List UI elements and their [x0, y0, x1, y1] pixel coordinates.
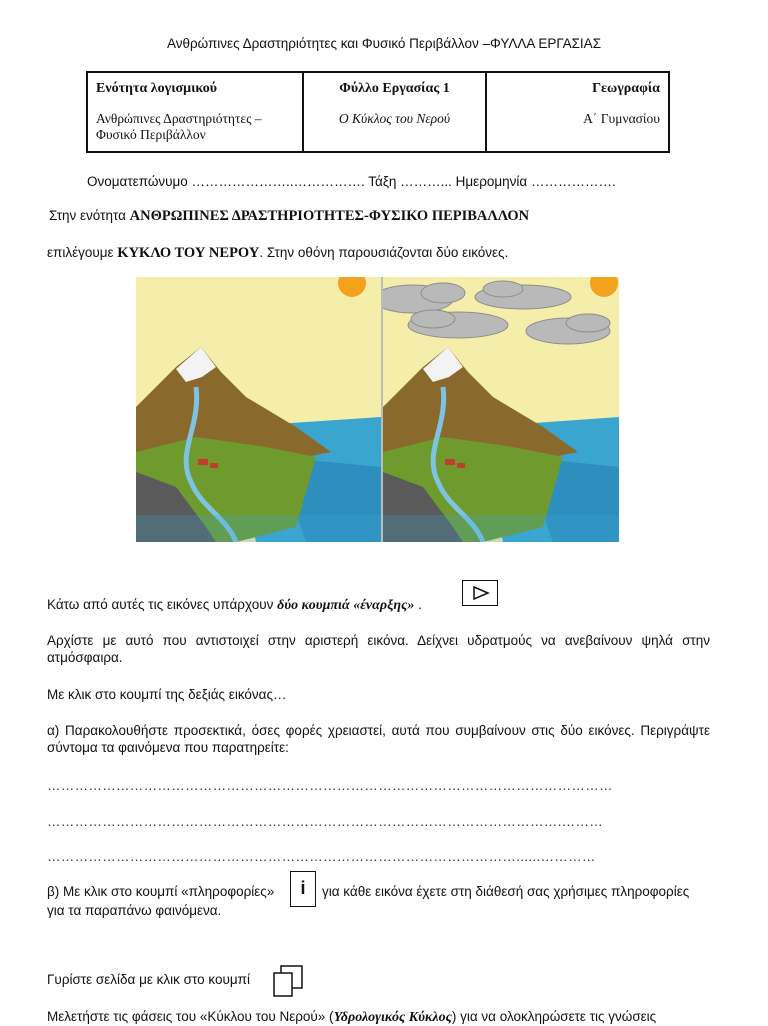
start-buttons-label: δύο κουμπιά «έναρξης» — [277, 598, 415, 613]
intro-line-1-text: Στην ενότητα — [49, 208, 130, 223]
header-subject: Γεωγραφία — [592, 81, 660, 96]
value-worksheet: Ο Κύκλος του Νερού — [338, 111, 451, 126]
buttons-line — [47, 596, 422, 614]
hydrological-cycle-label: Υδρολογικός Κύκλος — [333, 1010, 452, 1025]
info-table — [86, 71, 670, 153]
header-worksheet: Φύλλο Εργασίας 1 — [339, 81, 450, 96]
paragraph-turn-page: Γυρίστε σελίδα με κλικ στο κουμπί — [47, 972, 250, 987]
intro-line-2-pre: επιλέγουμε — [47, 245, 118, 260]
sun-icon — [588, 277, 619, 299]
value-software-unit-line2: Φυσικό Περιβάλλον — [96, 127, 206, 142]
buttons-line-pre: Κάτω από αυτές τις εικόνες υπάρχουν — [47, 597, 278, 612]
right-scene-image — [383, 277, 619, 542]
paragraph-b-start: β) Με κλικ στο κουμπί «πληροφορίες» — [47, 884, 275, 899]
value-class: Α΄ Γυμνασίου — [583, 111, 660, 126]
intro-line-2 — [47, 244, 508, 262]
intro-line-2-post: . Στην οθόνη παρουσιάζονται δύο εικόνες. — [259, 245, 509, 260]
cloud-icon — [383, 277, 619, 357]
paragraph-start: Αρχίστε με αυτό που αντιστοιχεί στην αριστερή εικόνα. Δείχνει υδρατμούς να ανεβαίνουν ψηλά στην ατμόσφαιρα. — [47, 633, 710, 665]
student-info-line: Ονοματεπώνυμο …………………..……………. Τάξη ………... Ημερομηνία ………………. — [87, 174, 616, 189]
answer-line-3: …………………………………………………………………………………………......………… — [47, 849, 596, 864]
paragraph-study — [47, 1008, 656, 1026]
cell-worksheet — [303, 72, 486, 152]
cell-subject — [486, 72, 669, 152]
paragraph-b-line2: για τα παραπάνω φαινόμενα. — [47, 903, 222, 918]
paragraph-b-post: για κάθε εικόνα έχετε στη διάθεσή σας χρήσιμες πληροφορίες — [322, 884, 690, 899]
page-turn-icon[interactable] — [272, 964, 304, 998]
header-software-unit: Ενότητα λογισμικού — [96, 81, 218, 96]
sun-icon — [336, 277, 372, 299]
paragraph-study-post: ) για να ολοκληρώσετε τις γνώσεις — [451, 1009, 657, 1024]
value-software-unit — [96, 111, 294, 143]
paragraph-b-line1 — [322, 883, 712, 900]
answer-line-2: ………………………………………………………………………………………………….……… — [47, 814, 604, 829]
info-icon: i — [300, 878, 306, 898]
document-title: Ανθρώπινες Δραστηριότητες και Φυσικό Περιβάλλον –ΦΥΛΛΑ ΕΡΓΑΣΙΑΣ — [166, 36, 602, 51]
paragraph-a: α) Παρακολουθήστε προσεκτικά, όσες φορές χρειαστεί, αυτά που συμβαίνουν στις δύο εικόνες. Περιγράψτε σύντομα τα φαινόμενα που παρατηρείτε: — [47, 723, 710, 755]
paragraph-right-image: Με κλικ στο κουμπί της δεξιάς εικόνας… — [47, 687, 287, 702]
paragraph-study-pre: Μελετήστε τις φάσεις του «Κύκλου του Νερού» ( — [47, 1009, 334, 1024]
answer-line-1: …………………………………………………………………………………………………………… — [47, 778, 613, 793]
water-cycle-label: ΚΥΚΛΟ ΤΟΥ ΝΕΡΟΥ — [117, 245, 260, 261]
info-button[interactable] — [290, 871, 316, 907]
start-button[interactable] — [462, 580, 498, 606]
unit-name: ΑΝΘΡΩΠΙΝΕΣ ΔΡΑΣΤΗΡΙΟΤΗΤΕΣ-ΦΥΣΙΚΟ ΠΕΡΙΒΑΛΛΟΝ — [129, 208, 530, 224]
value-software-unit-line1: Ανθρώπινες Δραστηριότητες – — [96, 111, 262, 126]
left-scene-image — [136, 277, 381, 542]
play-icon — [463, 581, 497, 605]
intro-line-1 — [49, 207, 529, 225]
buttons-line-post: . — [414, 597, 422, 612]
cell-software-unit — [87, 72, 303, 152]
